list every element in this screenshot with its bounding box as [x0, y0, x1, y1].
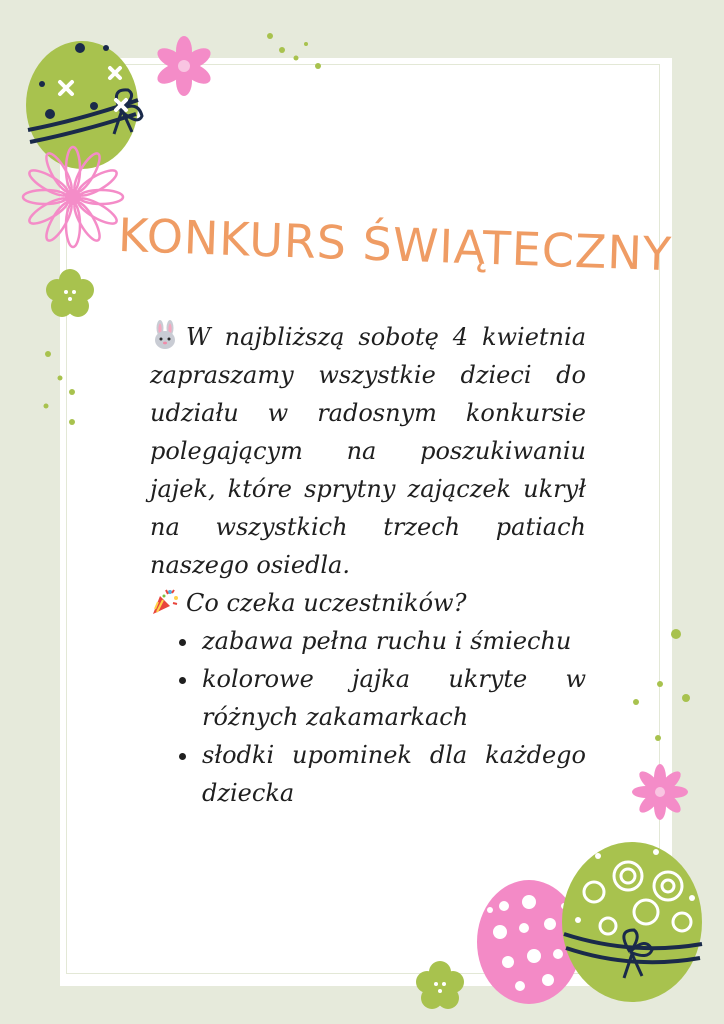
question-text: Co czeka uczestników?: [186, 589, 467, 617]
poster-title: KONKURS ŚWIĄTECZNY: [117, 207, 673, 282]
prize-list: [150, 622, 586, 812]
green-flower-left: [40, 264, 100, 324]
list-item: • zabawa pełna ruchu i śmiechu: [200, 622, 586, 660]
bunny-icon: [150, 320, 180, 350]
question-line: [150, 584, 586, 622]
dots-right: [626, 620, 706, 750]
list-item: • kolorowe jajka ukryte w różnych zakamarkach: [200, 660, 586, 736]
poster-content: [150, 318, 586, 812]
dots-top: [250, 30, 330, 80]
green-egg-bottom-decoration: [558, 834, 708, 1004]
intro-text: W najbliższą sobotę 4 kwietnia zapraszamy wszystkie dzieci do udziału w radosnym konkursie polegającym na poszukiwaniu jajek, które sprytny zajączek ukrył na wszystkich trzech patiach naszego osiedla.: [150, 323, 586, 579]
pink-daisy-left: [18, 142, 128, 252]
intro-paragraph: [150, 318, 586, 584]
dots-left: [38, 344, 88, 434]
pink-flower-right: [626, 758, 694, 826]
list-item: • słodki upominek dla każdego dziecka: [200, 736, 586, 812]
green-flower-bottom: [410, 956, 470, 1016]
party-popper-icon: [150, 586, 180, 616]
pink-flower-top: [150, 32, 218, 100]
